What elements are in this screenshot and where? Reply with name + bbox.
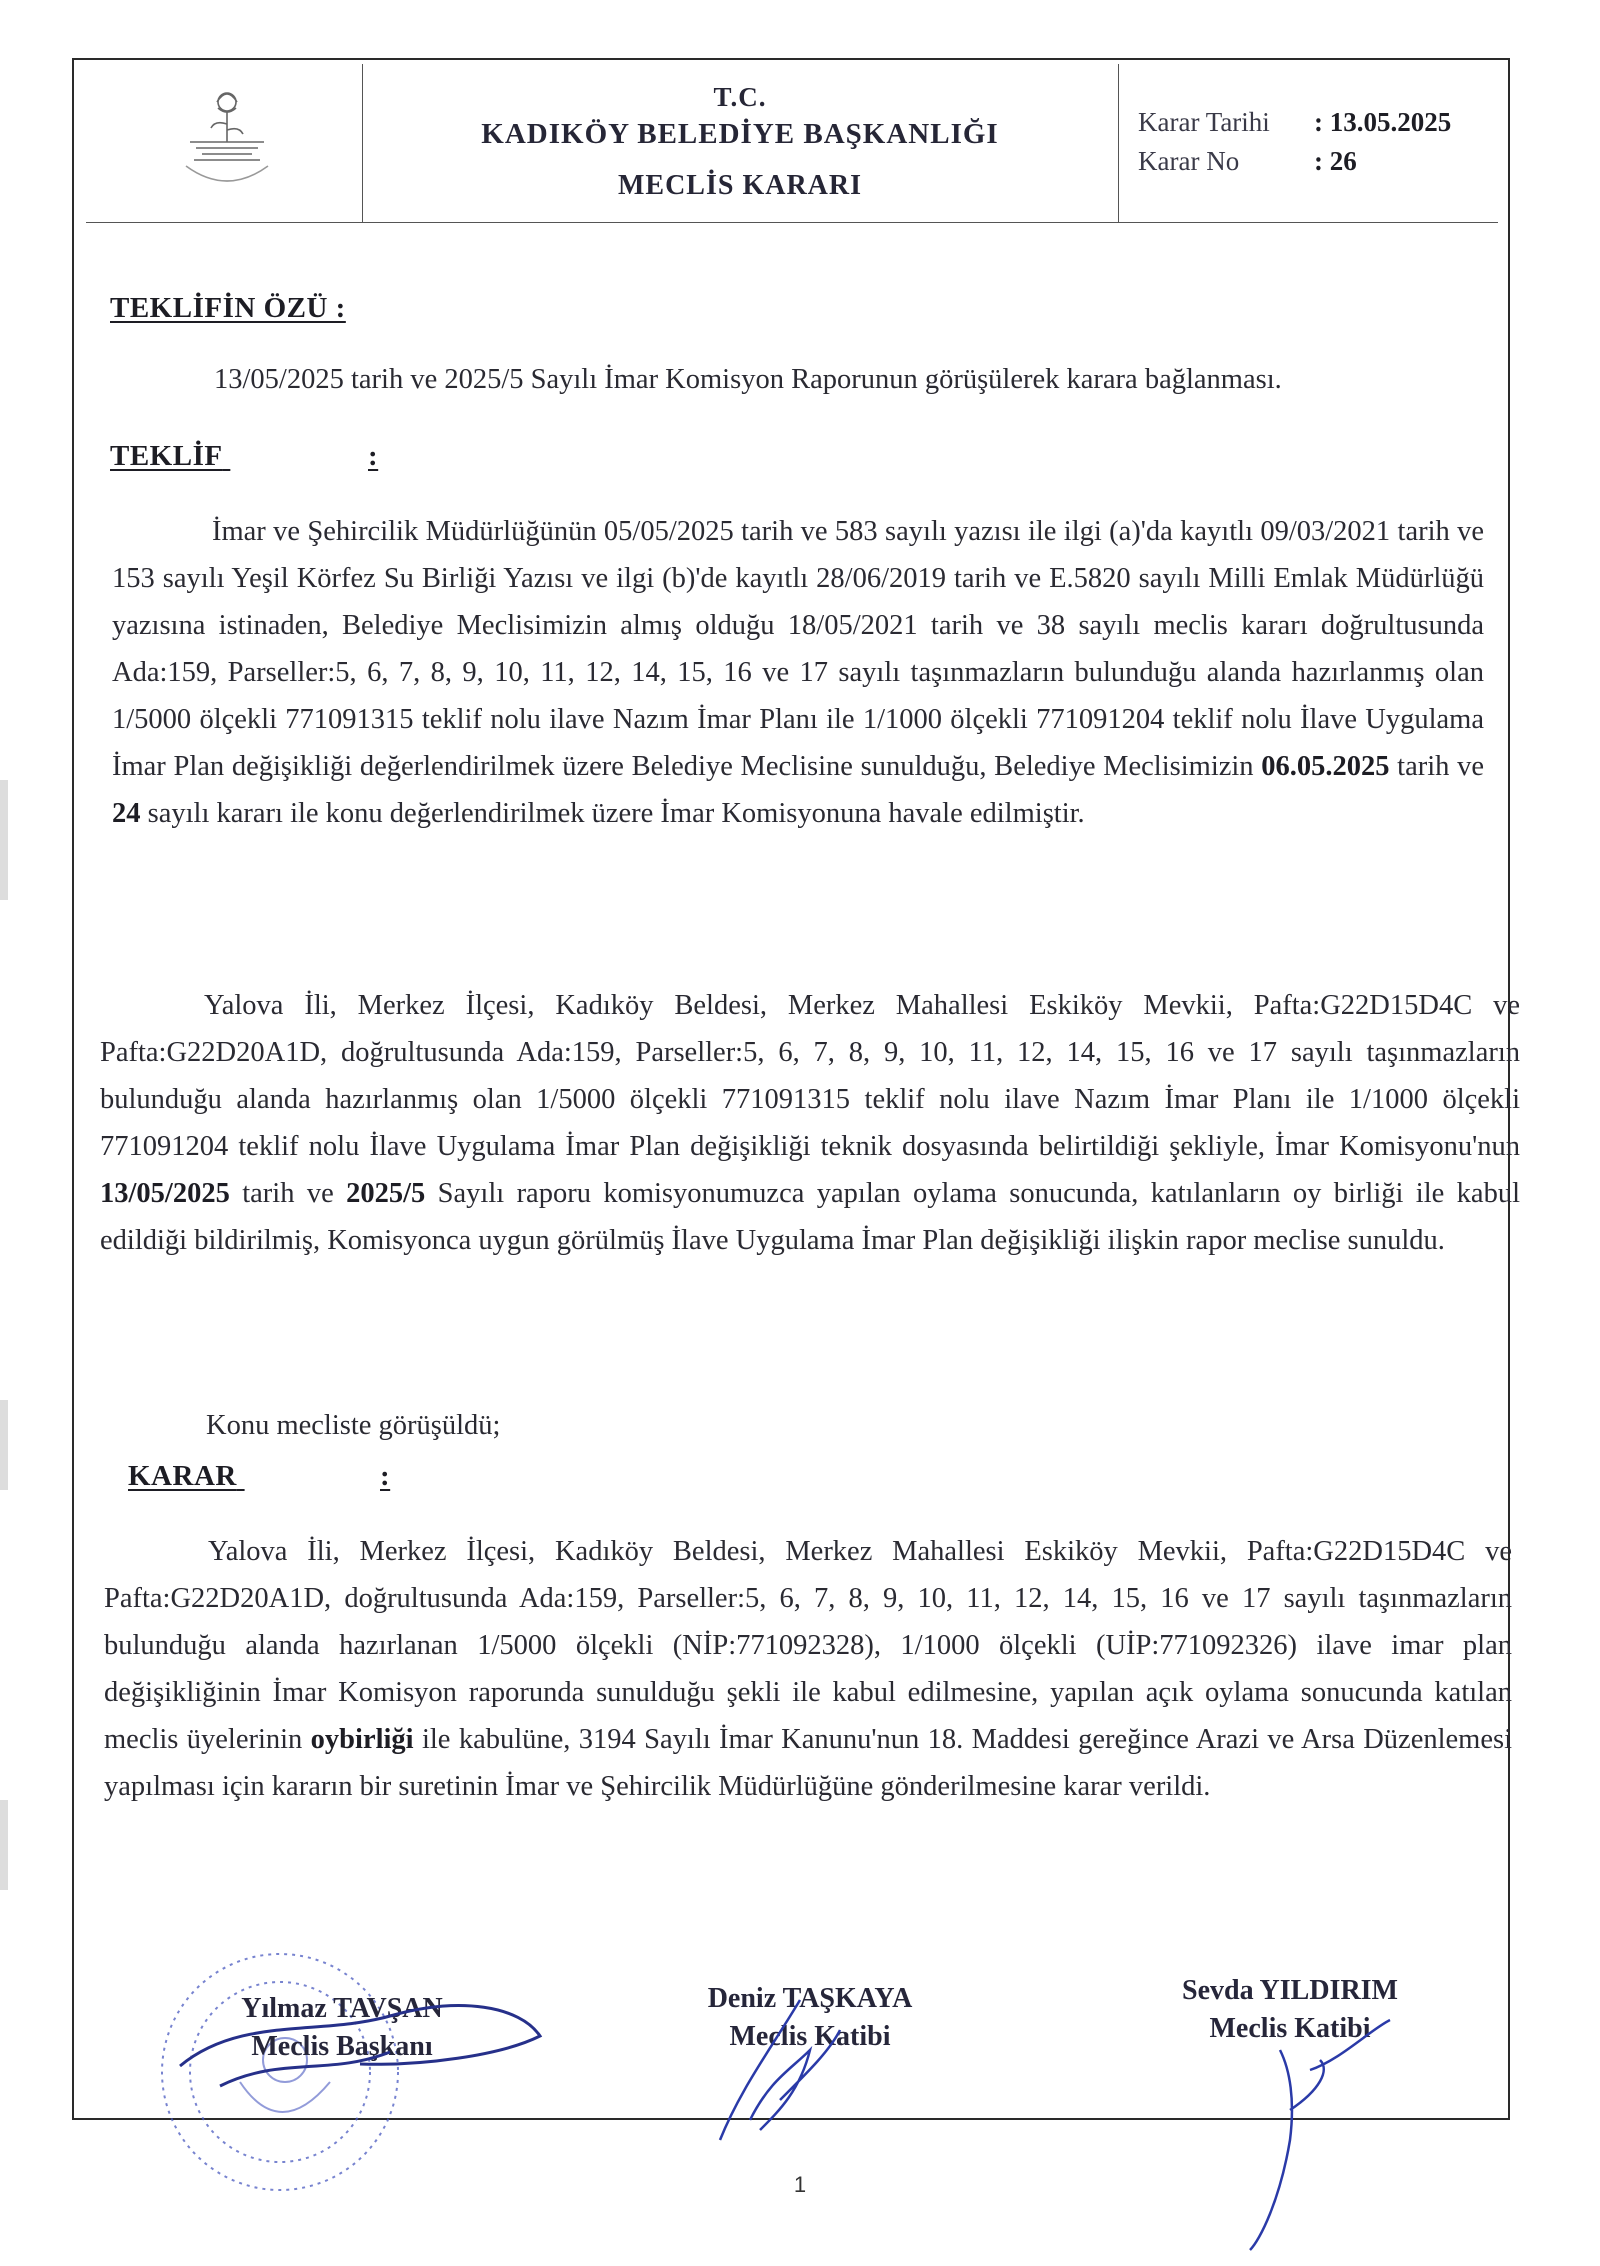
page-number: 1	[793, 2172, 807, 2197]
teklif-p1-date: 06.05.2025	[1261, 751, 1390, 782]
karar-heading-colon: :	[380, 1460, 391, 1492]
header-doc-type: MECLİS KARARI	[617, 170, 863, 201]
signatory-title: Meclis Katibi	[1209, 2013, 1371, 2044]
karar-oybirligi: oybirliği	[310, 1724, 414, 1755]
signatory-name: Deniz TAŞKAYA	[707, 1983, 913, 2014]
handwritten-signature	[160, 1996, 560, 2116]
header-country: T.C.	[713, 82, 767, 112]
teklif-heading-text: TEKLİF	[110, 440, 223, 472]
teklif-paragraph-1	[112, 508, 1484, 837]
header-divider	[86, 222, 1498, 223]
teklif-heading	[110, 440, 380, 473]
karar-paragraph	[104, 1528, 1512, 1810]
karar-heading	[128, 1460, 398, 1493]
teklif-p2-text: Sayılı raporu komisyonumuzca yapılan oylama sonucunda, katılanların oy birliği ile kabul edildiği bildirilmiş, Komisyonca uygun görülmüş İlave Uygulama İmar Plan değişikliği ilişkin rapor meclise sunuldu.	[100, 1178, 1520, 1256]
teklif-p1-text: tarih ve	[1389, 751, 1484, 782]
teklif-ozu-heading	[110, 292, 346, 325]
teklif-p2-date: 13/05/2025	[100, 1178, 230, 1209]
handwritten-signature	[1220, 2010, 1420, 2260]
header-divider	[1118, 64, 1119, 222]
teklif-p1-text: sayılı kararı ile konu değerlendirilmek üzere İmar Komisyonuna havale edilmiştir.	[140, 798, 1085, 829]
teklif-p3-text: Konu mecliste görüşüldü;	[206, 1410, 501, 1441]
karar-heading-text: KARAR	[128, 1460, 237, 1492]
karar-tarihi-label: Karar Tarihi	[1138, 107, 1270, 137]
karar-no-label: Karar No	[1138, 146, 1240, 176]
teklif-p1-text: İmar ve Şehircilik Müdürlüğünün 05/05/2025 tarih ve 583 sayılı yazısı ile ilgi (a)'da kayıtlı 09/03/2021 tarih ve 153 sayılı Yeşil Körfez Su Birliği Yazısı ve ilgi (b)'de kayıtlı 28/06/2019 tarih ve E.5820 sayılı Milli Emlak Müdürlüğü yazısına istinaden, Belediye Meclisimizin almış olduğu 18/05/2021 tarih ve 38 sayılı meclis kararı doğrultusunda Ada:159, Parseller:5, 6, 7, 8, 9, 10, 11, 12, 14, 15, 16 ve 17 sayılı taşınmazların bulunduğu alanda hazırlanmış olan 1/5000 ölçekli 771091315 teklif nolu ilave Nazım İmar Planı ile 1/1000 ölçekli 771091204 teklif nolu İlave Uygulama İmar Plan değişikliği değerlendirilmek üzere Belediye Meclisine sunulduğu, Belediye Meclisimizin	[112, 516, 1484, 782]
signatory-name: Yılmaz TAVŞAN	[241, 1993, 443, 2024]
teklif-p2-text: Yalova İli, Merkez İlçesi, Kadıköy Beldesi, Merkez Mahallesi Eskiköy Mevkii, Pafta:G22D15D4C ve Pafta:G22D20A1D, doğrultusunda Ada:159, Parseller:5, 6, 7, 8, 9, 10, 11, 12, 14, 15, 16 ve 17 sayılı taşınmazların bulunduğu alanda hazırlanmış olan 1/5000 ölçekli 771091315 teklif nolu ilave Nazım İmar Planı ile 1/1000 ölçekli 771091204 teklif nolu İlave Uygulama İmar Plan değişikliği teknik dosyasında belirtildiği şekliyle, İmar Komisyonu'nun	[100, 990, 1520, 1162]
header-institution: KADIKÖY BELEDİYE BAŞKANLIĞI	[481, 118, 999, 150]
scan-edge-mark	[0, 1400, 8, 1490]
teklif-ozu-heading-text: TEKLİFİN ÖZÜ :	[110, 292, 346, 324]
header-divider	[362, 64, 363, 222]
signatory-title: Meclis Katibi	[729, 2021, 891, 2052]
municipality-logo	[172, 80, 282, 200]
teklif-p1-number: 24	[112, 798, 141, 829]
signatory-title: Meclis Başkanı	[251, 2031, 433, 2062]
teklif-ozu-paragraph: 13/05/2025 tarih ve 2025/5 Sayılı İmar Komisyon Raporunun görüşülerek karara bağlanması.	[214, 364, 1282, 395]
karar-no	[1138, 146, 1357, 177]
teklif-p2-text: tarih ve	[229, 1178, 347, 1209]
teklif-ozu-text	[214, 356, 1514, 403]
karar-text: Yalova İli, Merkez İlçesi, Kadıköy Beldesi, Merkez Mahallesi Eskiköy Mevkii, Pafta:G22D15D4C ve Pafta:G22D20A1D, doğrultusunda Ada:159, Parseller:5, 6, 7, 8, 9, 10, 11, 12, 14, 15, 16 ve 17 sayılı taşınmazların bulunduğu alanda hazırlanan 1/5000 ölçekli (NİP:771092328), 1/1000 ölçekli (UİP:771092326) ilave imar plan değişikliğinin İmar Komisyon raporunda sunulduğu şekli ile kabul edilmesine, yapılan açık oylama sonucunda katılan meclis üyelerinin	[104, 1536, 1512, 1755]
teklif-paragraph-2	[100, 982, 1520, 1264]
scan-edge-mark	[0, 780, 8, 900]
handwritten-signature	[680, 1990, 880, 2150]
teklif-p2-number: 2025/5	[346, 1178, 426, 1209]
teklif-paragraph-3	[206, 1402, 1006, 1449]
signatory-name: Sevda YILDIRIM	[1182, 1975, 1398, 2006]
karar-text: ile kabulüne, 3194 Sayılı İmar Kanunu'nun 18. Maddesi gereğince Arazi ve Arsa Düzenlemesi yapılması için kararın bir suretinin İmar ve Şehircilik Müdürlüğüne gönderilmesine karar verildi.	[104, 1724, 1512, 1802]
karar-no-value: : 26	[1314, 146, 1357, 176]
scan-edge-mark	[0, 1800, 8, 1890]
teklif-heading-colon: :	[368, 440, 379, 472]
karar-tarihi	[1138, 107, 1451, 138]
karar-tarihi-value: : 13.05.2025	[1314, 107, 1452, 137]
